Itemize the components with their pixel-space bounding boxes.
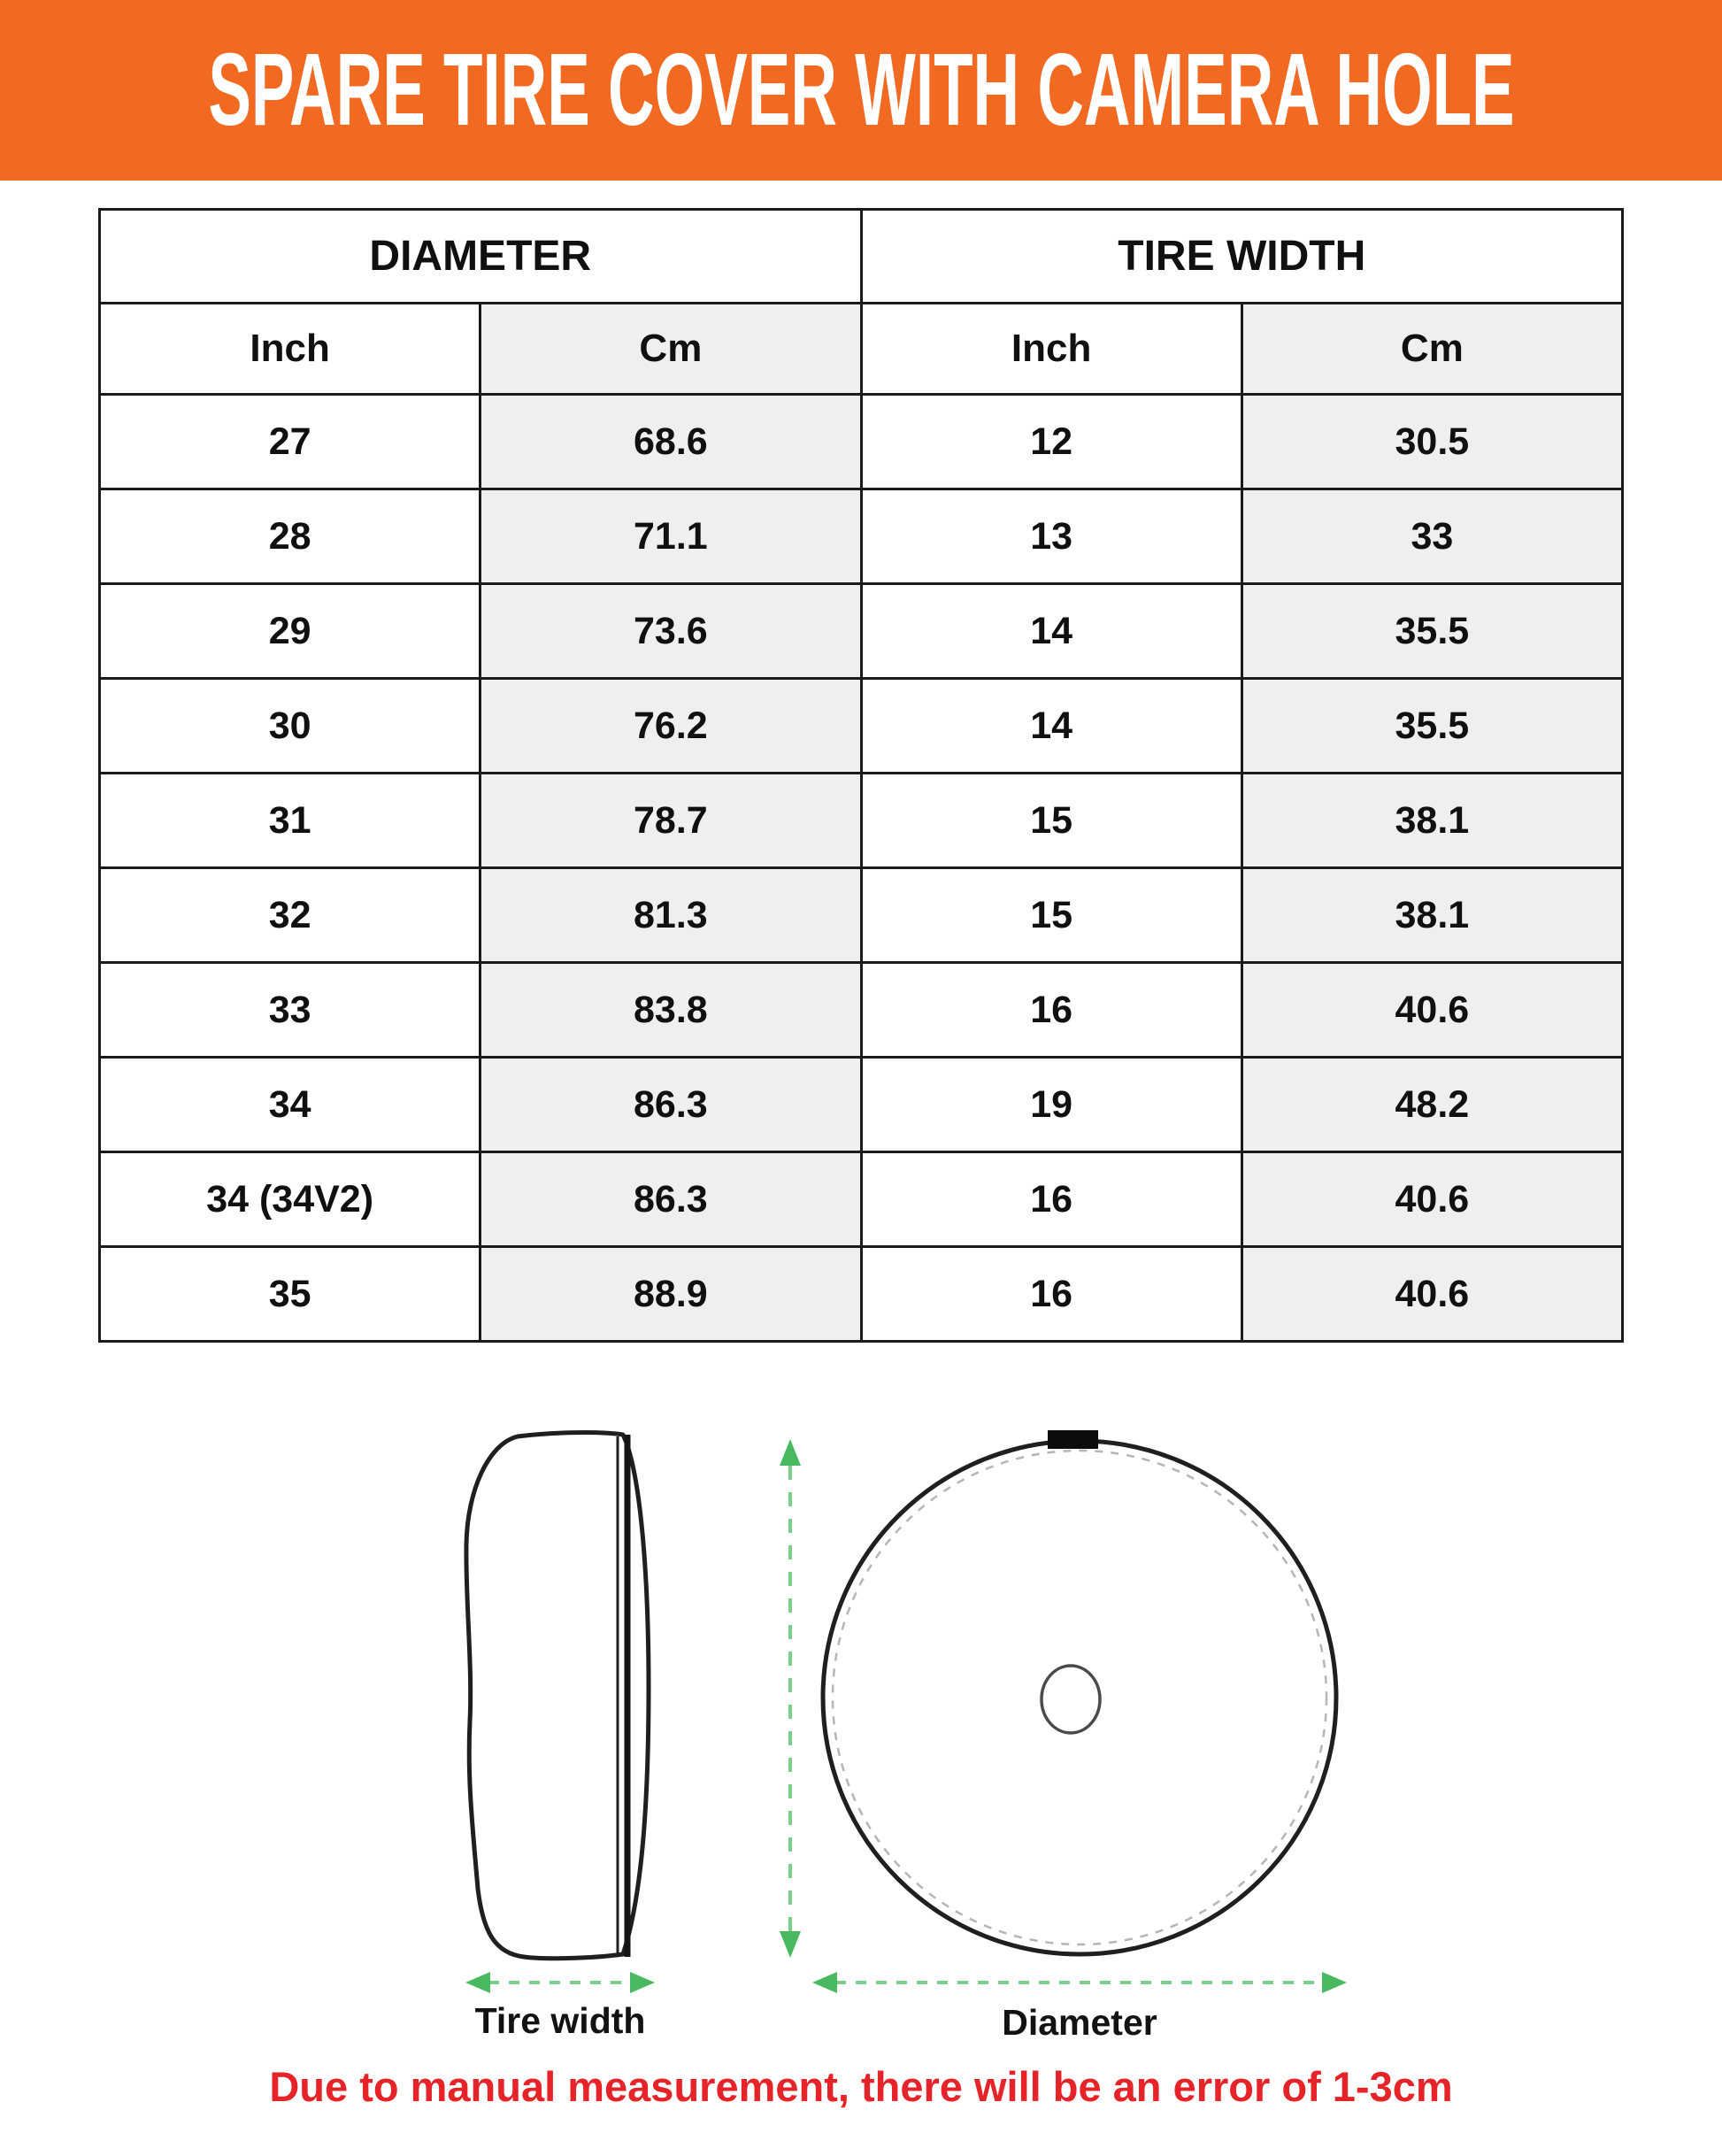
cell-width-inch: 14	[861, 584, 1242, 679]
subheader-diameter-cm: Cm	[480, 304, 861, 395]
measurement-diagram	[0, 1398, 1722, 2080]
group-header-row	[100, 210, 1623, 304]
group-header-tire-width: TIRE WIDTH	[861, 210, 1623, 304]
table-row	[100, 1152, 1623, 1247]
cell-width-inch: 14	[861, 679, 1242, 774]
valve-marker	[1048, 1430, 1098, 1449]
cell-diameter-inch: 34	[100, 1058, 480, 1152]
cell-width-cm: 35.5	[1242, 679, 1622, 774]
group-header-diameter: DIAMETER	[100, 210, 862, 304]
cell-width-inch: 15	[861, 774, 1242, 868]
cell-diameter-inch: 35	[100, 1247, 480, 1342]
cell-width-inch: 16	[861, 1247, 1242, 1342]
cell-diameter-cm: 83.8	[480, 963, 861, 1058]
cell-width-cm: 38.1	[1242, 868, 1622, 963]
table-row	[100, 868, 1623, 963]
cell-width-inch: 16	[861, 1152, 1242, 1247]
subheader-width-inch: Inch	[861, 304, 1242, 395]
cell-diameter-inch: 30	[100, 679, 480, 774]
cell-diameter-cm: 86.3	[480, 1152, 861, 1247]
cell-diameter-cm: 76.2	[480, 679, 861, 774]
tire-width-label: Tire width	[474, 2000, 646, 2041]
cell-width-inch: 16	[861, 963, 1242, 1058]
cell-width-cm: 33	[1242, 489, 1622, 584]
cell-width-cm: 30.5	[1242, 395, 1622, 489]
cell-width-cm: 40.6	[1242, 963, 1622, 1058]
cell-diameter-inch: 33	[100, 963, 480, 1058]
table-row	[100, 489, 1623, 584]
cell-width-cm: 48.2	[1242, 1058, 1622, 1152]
diameter-label: Diameter	[1002, 2002, 1157, 2043]
cell-diameter-inch: 28	[100, 489, 480, 584]
cell-diameter-inch: 29	[100, 584, 480, 679]
tire-front-view	[823, 1430, 1336, 1954]
tire-width-arrow	[465, 1972, 655, 1993]
cell-width-inch: 13	[861, 489, 1242, 584]
table-row	[100, 395, 1623, 489]
cell-diameter-inch: 27	[100, 395, 480, 489]
subheader-row	[100, 304, 1623, 395]
cell-width-inch: 12	[861, 395, 1242, 489]
table-row	[100, 1247, 1623, 1342]
tire-side-view	[466, 1433, 649, 1959]
table-row	[100, 774, 1623, 868]
cell-width-inch: 15	[861, 868, 1242, 963]
cell-diameter-inch: 32	[100, 868, 480, 963]
diameter-arrow-horizontal	[812, 1972, 1347, 1993]
cell-diameter-cm: 71.1	[480, 489, 861, 584]
cell-diameter-cm: 68.6	[480, 395, 861, 489]
cell-diameter-inch: 31	[100, 774, 480, 868]
cell-width-inch: 19	[861, 1058, 1242, 1152]
cell-width-cm: 40.6	[1242, 1152, 1622, 1247]
subheader-diameter-inch: Inch	[100, 304, 480, 395]
cell-diameter-cm: 73.6	[480, 584, 861, 679]
size-chart-table-wrap	[98, 208, 1624, 1343]
header-banner	[0, 0, 1722, 181]
cell-width-cm: 35.5	[1242, 584, 1622, 679]
table-row	[100, 584, 1623, 679]
subheader-width-cm: Cm	[1242, 304, 1622, 395]
table-row	[100, 963, 1623, 1058]
diameter-arrow-vertical	[780, 1439, 801, 1958]
table-row	[100, 679, 1623, 774]
cell-width-cm: 40.6	[1242, 1247, 1622, 1342]
cell-diameter-inch: 34 (34V2)	[100, 1152, 480, 1247]
cell-diameter-cm: 81.3	[480, 868, 861, 963]
page-title: SPARE TIRE COVER WITH CAMERA HOLE	[207, 32, 1515, 148]
cell-diameter-cm: 88.9	[480, 1247, 861, 1342]
cell-width-cm: 38.1	[1242, 774, 1622, 868]
cell-diameter-cm: 78.7	[480, 774, 861, 868]
size-chart-table	[98, 208, 1624, 1343]
cell-diameter-cm: 86.3	[480, 1058, 861, 1152]
camera-hole	[1042, 1666, 1100, 1733]
table-row	[100, 1058, 1623, 1152]
measurement-disclaimer: Due to manual measurement, there will be an error of 1-3cm	[269, 2063, 1453, 2110]
